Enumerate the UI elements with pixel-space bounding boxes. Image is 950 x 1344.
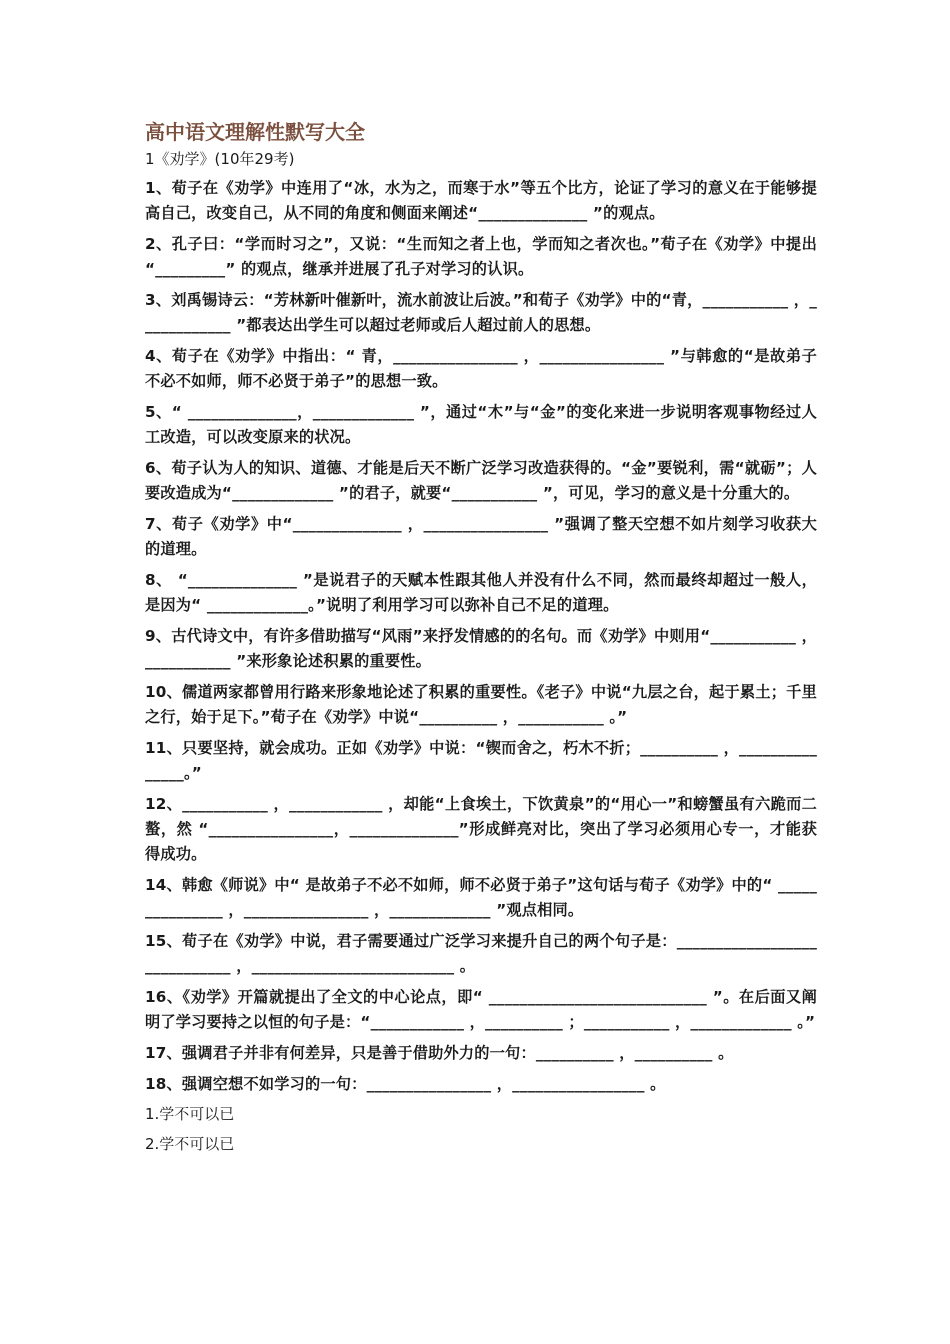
- document-page: [145, 118, 817, 1163]
- question-1: 1、荀子在《劝学》中连用了“冰，水为之，而寒于水”等五个比方，论证了学习的意义在于能够提高自己，改变自己，从不同的角度和侧面来阐述“______________ ”的观点。: [145, 179, 817, 222]
- question-17: 17、强调君子并非有何差异，只是善于借助外力的一句：__________ ，__________ 。: [145, 1044, 734, 1062]
- section-subtitle: 1《劝学》(10年29考): [145, 150, 295, 168]
- question-7: 7、荀子《劝学》中“______________ ，________________ ”强调了整天空想不如片刻学习收获大的道理。: [145, 515, 817, 558]
- answer-1: 1.学不可以已: [145, 1105, 235, 1123]
- question-16: 16、《劝学》开篇就提出了全文的中心论点，即“ ____________________________ ”。在后面又阐明了学习要持之以恒的句子是：“____________ ，__________ ；___________ ，_____________ 。”: [145, 988, 817, 1031]
- question-10: 10、儒道两家都曾用行路来形象地论述了积累的重要性。《老子》中说“九层之台，起于累土；千里之行，始于足下。”荀子在《劝学》中说“__________ ，___________ 。”: [145, 683, 817, 726]
- question-12: 12、___________ ，____________ ，却能“上食埃土，下饮黄泉”的“用心一”和螃蟹虽有六跪而二螯，然 “________________，______________”形成鲜亮对比，突出了学习必须用心专一，才能获得成功。: [145, 795, 817, 863]
- question-9: 9、古代诗文中，有许多借助描写“风雨”来抒发情感的的名句。而《劝学》中则用“___________ ，___________ ”来形象论述积累的重要性。: [145, 627, 817, 670]
- question-18: 18、强调空想不如学习的一句：________________ ，_________________ 。: [145, 1075, 666, 1093]
- question-3: 3、刘禹锡诗云：“芳林新叶催新叶，流水前波让后波。”和荀子《劝学》中的“青，___________ ，____________ ”都表达出学生可以超过老师或后人超过前人的思想。: [145, 291, 817, 334]
- question-4: 4、荀子在《劝学》中指出：“ 青，________________ ，________________ ”与韩愈的“是故弟子不必不如师，师不必贤于弟子”的思想一致。: [145, 347, 817, 390]
- question-6: 6、荀子认为人的知识、道德、才能是后天不断广泛学习改造获得的。“金”要锐利，需“就砺”；人要改造成为“_____________ ”的君子，就要“___________ ”，可见，学习的意义是十分重大的。: [145, 459, 817, 502]
- question-14: 14、韩愈《师说》中“ 是故弟子不必不如师，师不必贤于弟子”这句话与荀子《劝学》中的“ _______________ ，________________ ，_____________ ”观点相同。: [145, 876, 817, 919]
- question-8: 8、 “______________ ”是说君子的天赋本性跟其他人并没有什么不同，然而最终却超过一般人，是因为“ _____________。”说明了利用学习可以弥补自己不足的道理。: [145, 571, 817, 614]
- answer-2: 2.学不可以已: [145, 1135, 235, 1153]
- document-title: 高中语文理解性默写大全: [145, 120, 365, 144]
- question-2: 2、孔子曰：“学而时习之”，又说：“生而知之者上也，学而知之者次也。”荀子在《劝学》中提出 “_________” 的观点，继承并进展了孔子对学习的认识。: [145, 235, 817, 278]
- question-15: 15、荀子在《劝学》中说，君子需要通过广泛学习来提升自己的两个句子是：_____________________________ ，__________________________ 。: [145, 932, 817, 975]
- question-11: 11、只要坚持，就会成功。正如《劝学》中说：“锲而舍之，朽木不折；__________ ，_______________。”: [145, 739, 817, 782]
- question-5: 5、“ ______________，_____________ ”，通过“木”与“金”的变化来进一步说明客观事物经过人工改造，可以改变原来的状况。: [145, 403, 817, 446]
